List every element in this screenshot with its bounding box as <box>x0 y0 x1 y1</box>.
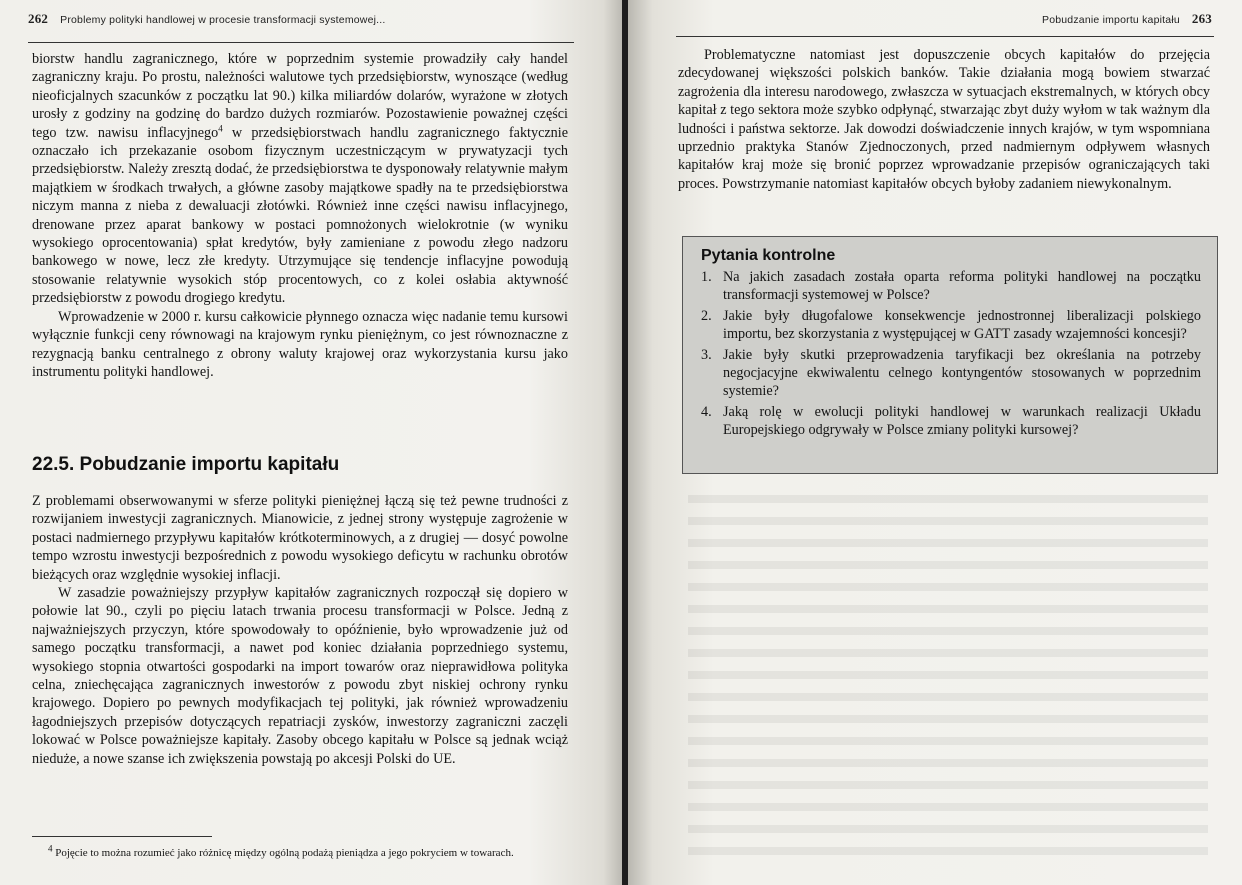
right-body <box>678 46 1210 193</box>
list-item: 2. Jakie były długofalowe konsekwencje jednostronnej liberalizacji polskiego importu, bez skorzystania z występującej w GATT zasady wzajemności koncesji? <box>701 307 1201 343</box>
paragraph: Problematyczne natomiast jest dopuszczenie obcych kapitałów do przejęcia zdecydowanej większości polskich banków. Takie działania mogą bowiem stwarzać zagrożenia dla interesu narodowego, zwłaszcza w sytuacjach ekstremalnych, w których obcy kapitał z tego sektora może szybko odpłynąć, stwarzając zbyt duży wyłom w tak ważnym dla ludności i państwa sektorze. Jak dowodzi doświadczenie innych krajów, w tym wspomniana uprzednio praktyka Stanów Zjednoczonych, przed nadmiernym odpływem własnych kapitałów kraj może się bronić poprzez wprowadzanie przepisów ograniczających taki proces. Powstrzymanie natomiast kapitałów obcych byłoby zadaniem niewykonalnym. <box>678 47 1210 192</box>
right-header-rule <box>676 36 1214 37</box>
left-page-number: 262 <box>28 11 49 26</box>
paragraph: Z problemami obserwowanymi w sferze polityki pieniężnej łączą się też pewne trudności z rozwijaniem inwestycji zagranicznych. Mianowicie, z jednej strony występuje zagrożenie w postaci nadmiernego przypływu kapitałów krótkoterminowych, a z drugiej — dosyć powolne tempo wzrostu inwestycji bezpośrednich z powodu wysokiego deficytu w rachunku obrotów bieżących oraz względnie wysokiej inflacji. <box>32 493 568 583</box>
footnote <box>32 843 568 860</box>
paragraph: Wprowadzenie w 2000 r. kursu całkowicie płynnego oznacza więc nadanie temu kursowi wyłącznie funkcji ceny równowagi na krajowym rynku pieniężnym, co jest równoznaczne z rezygnacją banku centralnego z obrony waluty krajowej oraz wykorzystania kursu jako instrumentu polityki handlowej. <box>32 308 568 380</box>
footnote-ref: 4 <box>218 122 223 133</box>
paragraph: biorstw handlu zagranicznego, które w poprzednim systemie prowadziły cały handel zagraniczny kraju. Po prostu, należności walutowe tych przedsiębiorstw, wynoszące (według nieoficjalnych szacunków z początku lat 90.) kilka miliardów dolarów, wyrażone w złotych urosły z godziny na godzinę do bardzo dużych rozmiarów. Pozostawienie poważnej części tego tzw. nawisu inflacyjnego$^4$ w przedsiębiorstwach handlu zagranicznego faktycznie oznaczało ich przekazanie osobom fizycznym uczestniczącym w prywatyzacji tych przedsiębiorstw. Należy zresztą dodać, że przedsiębiorstwa te dysponowały relatywnie małym majątkiem w środkach trwałych, a główne zasoby majątkowe spadły na te przedsiębiorstwa niczym manna z nieba z dewaluacji złotówki. Również inne części nawisu inflacyjnego, drenowane przez aparat bankowy w postaci pomnożonych wielokrotnie (w wyniku wysokiego oprocentowania) spłat kredytów, były zamieniane z powodu złego nadzoru bankowego w nowe, lecz złe kredyty. Utrzymujące się tendencje inflacyjne powodują stosowanie relatywnie wysokich stóp procentowych, co z kolei osłabia aktywność przedsiębiorstw z powodu drogiego kredytu. <box>32 51 569 307</box>
left-running-head-title: Problemy polityki handlowej w procesie transformacji systemowej... <box>60 14 386 26</box>
review-questions-list <box>701 268 1201 440</box>
footnote-rule <box>32 836 212 837</box>
left-body-section <box>32 492 568 768</box>
right-running-head-title: Pobudzanie importu kapitału <box>1041 14 1180 26</box>
footnote-text: Pojęcie to można rozumieć jako różnicę między ogólną podażą pieniądza a jego pokryciem w towarach. <box>55 847 514 859</box>
right-running-head <box>1042 11 1212 27</box>
left-running-head <box>28 11 386 27</box>
section-heading: 22.5. Pobudzanie importu kapitału <box>32 454 340 475</box>
list-item: 1. Na jakich zasadach została oparta reforma polityki handlowej na początku transformacji systemowej w Polsce? <box>701 269 1201 304</box>
right-page-number: 263 <box>1191 11 1212 26</box>
list-item: 3. Jakie były skutki przeprowadzenia taryfikacji bez określania na potrzeby negocjacyjne ekwiwalentu celnego kontyngentów stosowanych w poprzednim systemie? <box>701 346 1201 400</box>
paragraph: W zasadzie poważniejszy przypływ kapitałów zagranicznych rozpoczął się dopiero w połowie lat 90., czyli po pięciu latach trwania procesu transformacji w Polsce. Jedną z najważniejszych przyczyn, które spowodowały to opóźnienie, było wprowadzenie już od samego początku transformacji, a nawet pod koniec działania poprzedniego systemu, wysokiego stopnia otwartości gospodarki na import towarów oraz nieprawidłowa polityka celna, zniechęcająca zagranicznych inwestorów z powodu zbyt niskiej ochrony rynku krajowego. Dopiero po pewnych modyfikacjach tej polityki, jak również wprowadzeniu łagodniejszych przepisów dotyczących repatriacji zysków, inwestorzy zagraniczni zaczęli lokować w Polsce poważniejsze kapitały. Zasoby obcego kapitału w Polsce są jednak wciąż nieduże, a nowe szanse ich zwiększenia powstają po akcesji Polski do UE. <box>32 585 568 767</box>
left-header-rule <box>28 42 574 43</box>
review-box-title: Pytania kontrolne <box>701 247 836 264</box>
review-questions-box <box>682 236 1218 474</box>
left-body-top <box>32 50 568 381</box>
show-through-texture <box>688 495 1208 855</box>
right-page <box>628 0 1242 885</box>
footnote-number: 4 <box>48 843 53 854</box>
list-item: 4. Jaką rolę w ewolucji polityki handlowej w warunkach realizacji Układu Europejskiego odgrywały w Polsce zmiany polityki kursowej? <box>701 403 1201 439</box>
